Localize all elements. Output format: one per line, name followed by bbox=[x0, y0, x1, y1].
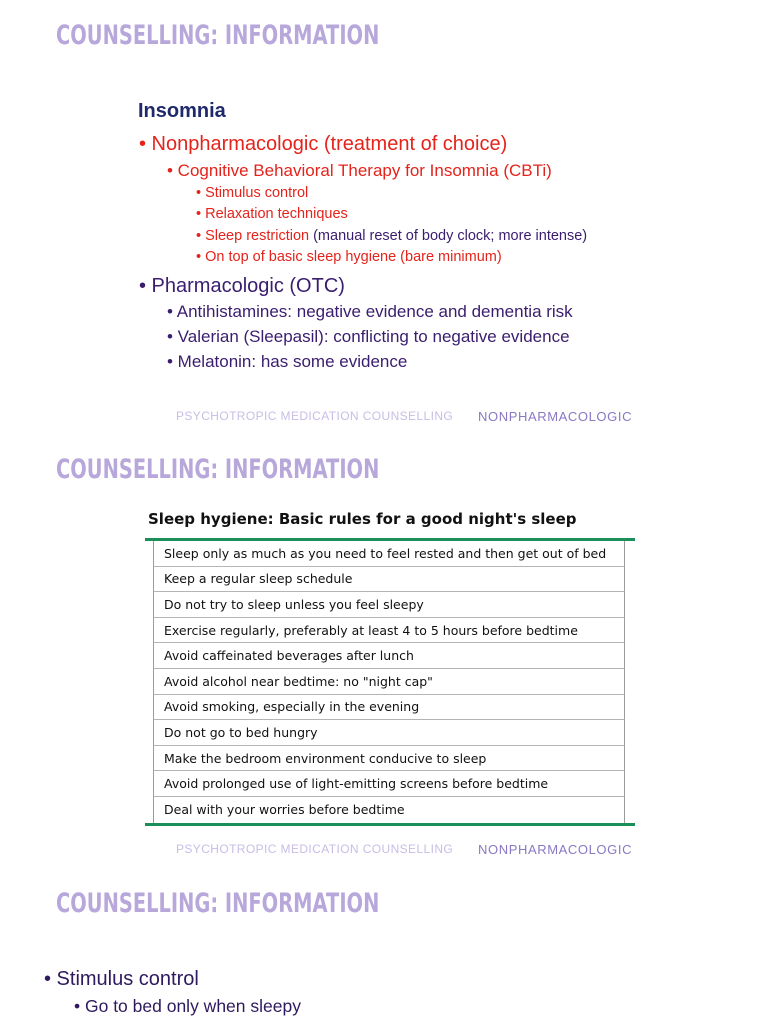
table-row: Do not go to bed hungry bbox=[153, 720, 625, 746]
table-row: Avoid smoking, especially in the evening bbox=[153, 695, 625, 721]
slide-title: COUNSELLING: INFORMATION bbox=[56, 454, 380, 485]
bullet-melatonin: • Melatonin: has some evidence bbox=[167, 352, 408, 371]
footer-section: NONPHARMACOLOGIC bbox=[478, 409, 633, 424]
table-row: Exercise regularly, preferably at least 4 to 5 hours before bedtime bbox=[153, 618, 625, 644]
table-row: Keep a regular sleep schedule bbox=[153, 567, 625, 593]
table-title: Sleep hygiene: Basic rules for a good night's sleep bbox=[148, 510, 577, 528]
bullet-antihistamines: • Antihistamines: negative evidence and dementia risk bbox=[167, 302, 573, 321]
footer-course: PSYCHOTROPIC MEDICATION COUNSELLING bbox=[176, 409, 454, 423]
table-row: Avoid prolonged use of light-emitting screens before bedtime bbox=[153, 771, 625, 797]
bullet-sleep-hygiene: • On top of basic sleep hygiene (bare minimum) bbox=[196, 249, 502, 265]
slide-1 bbox=[0, 0, 768, 440]
bullet-pharmacologic: • Pharmacologic (OTC) bbox=[139, 275, 345, 297]
slide-title: COUNSELLING: INFORMATION bbox=[56, 20, 380, 51]
bullet-valerian: • Valerian (Sleepasil): conflicting to negative evidence bbox=[167, 327, 570, 346]
bullet-nonpharmacologic: • Nonpharmacologic (treatment of choice) bbox=[139, 133, 508, 155]
table-row: Avoid alcohol near bedtime: no "night cap" bbox=[153, 669, 625, 695]
section-heading: Insomnia bbox=[138, 100, 226, 122]
footer-course: PSYCHOTROPIC MEDICATION COUNSELLING bbox=[176, 842, 454, 856]
table-row: Make the bedroom environment conducive to sleep bbox=[153, 746, 625, 772]
table-row: Deal with your worries before bedtime bbox=[153, 797, 625, 823]
bullet-relaxation: • Relaxation techniques bbox=[196, 206, 348, 222]
sleep-restriction-note: (manual reset of body clock; more intense) bbox=[309, 228, 588, 244]
table-row: Avoid caffeinated beverages after lunch bbox=[153, 643, 625, 669]
table-row: Sleep only as much as you need to feel rested and then get out of bed bbox=[153, 541, 625, 567]
bullet-go-to-bed-sleepy: • Go to bed only when sleepy bbox=[74, 996, 301, 1016]
bullet-stimulus-control: • Stimulus control bbox=[196, 185, 309, 201]
table-row: Do not try to sleep unless you feel sleepy bbox=[153, 592, 625, 618]
slide-3 bbox=[0, 870, 768, 1024]
bullet-sleep-restriction bbox=[196, 228, 587, 244]
slide-title: COUNSELLING: INFORMATION bbox=[56, 888, 380, 919]
footer-section: NONPHARMACOLOGIC bbox=[478, 842, 633, 857]
sleep-restriction-label: • Sleep restriction bbox=[196, 228, 310, 244]
bullet-stimulus-control: • Stimulus control bbox=[44, 968, 199, 990]
bullet-cbti: • Cognitive Behavioral Therapy for Insomnia (CBTi) bbox=[167, 161, 552, 180]
sleep-hygiene-table bbox=[145, 538, 635, 826]
